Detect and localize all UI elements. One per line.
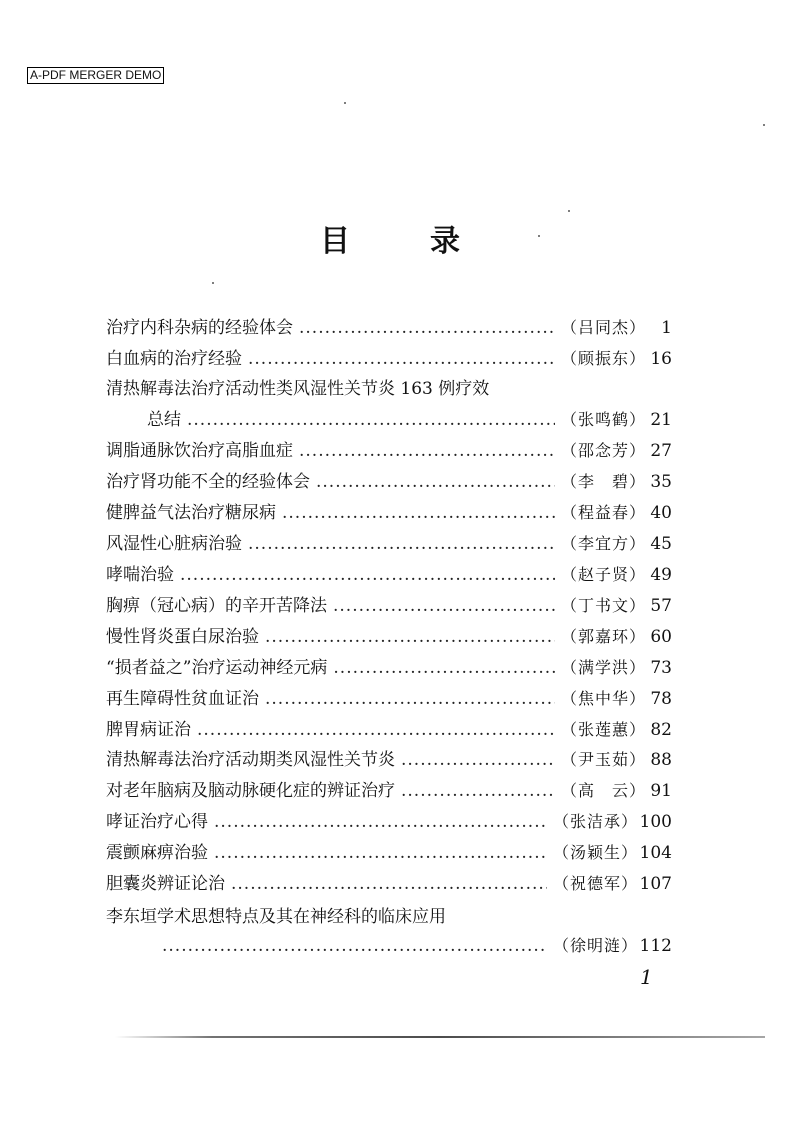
dot-leader xyxy=(214,841,547,865)
toc-entry xyxy=(106,810,672,834)
entry-author: （满学洪） xyxy=(560,658,646,677)
toc-entry xyxy=(106,905,446,929)
dot-leader xyxy=(265,687,555,711)
entry-title: 慢性肾炎蛋白尿治验 xyxy=(106,627,259,647)
entry-author: （高 云） xyxy=(560,781,646,800)
entry-title: 震颤麻痹治验 xyxy=(106,843,208,863)
dot-leader xyxy=(282,501,555,525)
toc-entry xyxy=(106,439,672,463)
toc-entry xyxy=(106,316,672,340)
entry-author: （吕同杰） xyxy=(560,318,646,337)
scan-speck xyxy=(344,102,346,104)
entry-author: （顾振东） xyxy=(560,349,646,368)
entry-title: 治疗内科杂病的经验体会 xyxy=(106,318,293,338)
entry-author: （李宜方） xyxy=(560,534,646,553)
entry-page: 73 xyxy=(650,658,672,678)
entry-page: 57 xyxy=(650,596,672,616)
toc-entry xyxy=(106,779,672,803)
entry-author: （程益春） xyxy=(560,503,646,522)
entry-title: 脾胃病证治 xyxy=(106,720,191,740)
dot-leader xyxy=(401,748,555,772)
entry-author: （邵念芳） xyxy=(560,441,646,460)
scan-speck xyxy=(763,124,765,126)
entry-title: 李东垣学术思想特点及其在神经科的临床应用 xyxy=(106,907,446,927)
toc-entry xyxy=(106,841,672,865)
entry-title: 对老年脑病及脑动脉硬化症的辨证治疗 xyxy=(106,781,395,801)
entry-author: （郭嘉环） xyxy=(560,627,646,646)
entry-page: 40 xyxy=(650,503,672,523)
entry-title: “损者益之”治疗运动神经元病 xyxy=(106,658,328,678)
entry-title: 清热解毒法治疗活动期类风湿性关节炎 xyxy=(106,750,395,770)
toc-entry-continued xyxy=(147,408,672,432)
scan-speck xyxy=(212,282,214,284)
toc-entry-continued xyxy=(162,934,672,958)
entry-author: （张鸣鹤） xyxy=(560,410,646,429)
dot-leader xyxy=(299,439,555,463)
entry-title: 风湿性心脏病治验 xyxy=(106,534,242,554)
entry-title: 胸痹（冠心病）的辛开苦降法 xyxy=(106,596,327,616)
toc-entry xyxy=(106,532,672,556)
entry-page: 27 xyxy=(650,441,672,461)
dot-leader xyxy=(197,718,555,742)
dot-leader xyxy=(401,779,555,803)
entry-title: 调脂通脉饮治疗高脂血症 xyxy=(106,441,293,461)
dot-leader xyxy=(265,625,555,649)
title-char-1: 目 xyxy=(320,224,350,259)
entry-title: 白血病的治疗经验 xyxy=(106,349,242,369)
toc-entry xyxy=(106,625,672,649)
dot-leader xyxy=(231,872,547,896)
entry-page: 21 xyxy=(650,410,672,430)
entry-author: （尹玉茹） xyxy=(560,750,646,769)
dot-leader xyxy=(333,656,555,680)
toc-entry xyxy=(106,470,672,494)
entry-page: 78 xyxy=(650,689,672,709)
dot-leader xyxy=(187,408,555,432)
toc-entry xyxy=(106,501,672,525)
dot-leader xyxy=(316,470,555,494)
toc-entry xyxy=(106,594,672,618)
entry-title: 健脾益气法治疗糖尿病 xyxy=(106,503,276,523)
entry-title: 再生障碍性贫血证治 xyxy=(106,689,259,709)
entry-title: 胆囊炎辨证论治 xyxy=(106,874,225,894)
entry-page: 35 xyxy=(650,472,672,492)
entry-title: 哮喘治验 xyxy=(106,565,174,585)
dot-leader xyxy=(248,532,555,556)
entry-title: 总结 xyxy=(147,410,181,430)
toc-entry xyxy=(106,748,672,772)
title-char-2: 录 xyxy=(430,224,460,259)
entry-page: 82 xyxy=(650,720,672,740)
entry-page: 88 xyxy=(650,750,672,770)
entry-page: 107 xyxy=(639,874,672,894)
entry-title: 清热解毒法治疗活动性类风湿性关节炎 163 例疗效 xyxy=(106,379,490,399)
entry-page: 91 xyxy=(650,781,672,801)
scan-speck xyxy=(538,235,540,237)
entry-page: 112 xyxy=(639,936,672,956)
toc-entry xyxy=(106,872,672,896)
entry-author: （丁书文） xyxy=(560,596,646,615)
dot-leader xyxy=(248,347,555,371)
toc-entry xyxy=(106,687,672,711)
entry-page: 104 xyxy=(639,843,672,863)
entry-author: （焦中华） xyxy=(560,689,646,708)
entry-author: （汤颖生） xyxy=(552,843,638,862)
entry-page: 16 xyxy=(650,349,672,369)
entry-page: 1 xyxy=(661,318,672,338)
dot-leader xyxy=(180,563,555,587)
entry-author: （祝德军） xyxy=(552,874,638,893)
entry-page: 60 xyxy=(650,627,672,647)
entry-author: （李 碧） xyxy=(560,472,646,491)
toc-entry xyxy=(106,347,672,371)
toc-entry xyxy=(106,718,672,742)
dot-leader xyxy=(333,594,555,618)
entry-author: （徐明涟） xyxy=(552,936,638,955)
bottom-scan-rule xyxy=(115,1036,765,1038)
entry-title: 哮证治疗心得 xyxy=(106,812,208,832)
toc-entry xyxy=(106,656,672,680)
dot-leader xyxy=(214,810,547,834)
dot-leader xyxy=(162,934,547,958)
entry-title: 治疗肾功能不全的经验体会 xyxy=(106,472,310,492)
entry-page: 100 xyxy=(639,812,672,832)
entry-page: 49 xyxy=(650,565,672,585)
toc-entry xyxy=(106,563,672,587)
page-number: 1 xyxy=(640,965,653,989)
toc-entry xyxy=(106,377,672,401)
entry-author: （赵子贤） xyxy=(560,565,646,584)
entry-author: （张莲蕙） xyxy=(560,720,646,739)
demo-watermark: A-PDF MERGER DEMO xyxy=(27,67,164,84)
entry-author: （张洁承） xyxy=(552,812,638,831)
entry-page: 45 xyxy=(650,534,672,554)
scan-speck xyxy=(568,210,570,212)
dot-leader xyxy=(299,316,555,340)
